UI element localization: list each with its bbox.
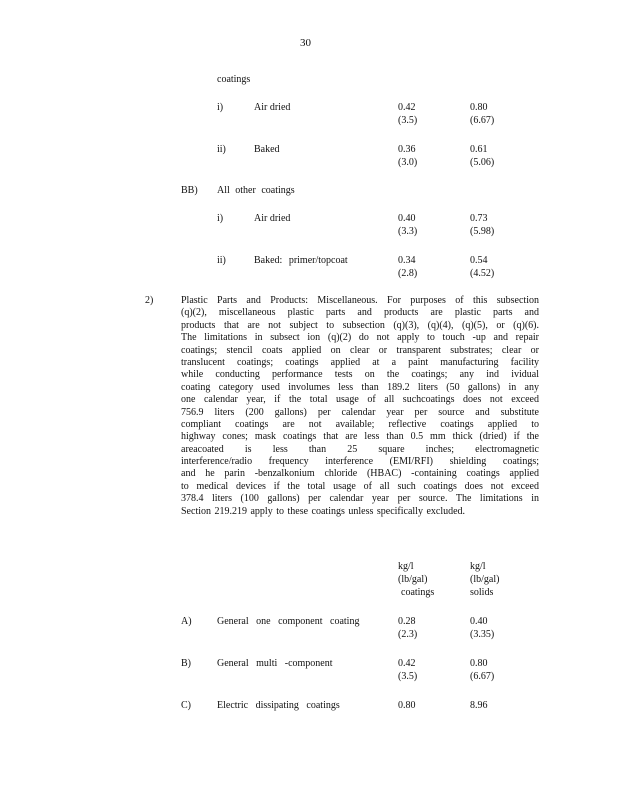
value-coatings: 0.42 xyxy=(398,658,416,669)
value-coatings: 0.80 xyxy=(398,700,416,711)
paragraph-line: coatings; stencil coats applied on clear or transparent substrates; clear or xyxy=(181,344,539,356)
heading-continuation: coatings xyxy=(217,74,251,85)
item-roman: i) xyxy=(217,213,224,224)
section-number: 2) xyxy=(145,295,154,306)
item-letter: A) xyxy=(181,616,192,627)
paragraph-line: highway cones; mask coatings that are less than 0.5 mm thick (dried) if the xyxy=(181,431,539,443)
paragraph-line: areacoated is less than 25 square inches; electromagnetic xyxy=(181,443,539,455)
value-solids: 0.80 xyxy=(470,658,488,669)
section-letter: BB) xyxy=(181,185,198,196)
page-number: 30 xyxy=(300,37,311,49)
item-roman: ii) xyxy=(217,255,226,266)
item-label: General one component coating xyxy=(217,616,360,627)
value-coatings-lb: (3.5) xyxy=(398,671,418,682)
item-label: Baked xyxy=(254,144,280,155)
paragraph-line: (q)(2), miscellaneous plastic parts and products are plastic parts and xyxy=(181,307,539,319)
value-solids-lb: (4.52) xyxy=(470,268,495,279)
item-label: General multi -component xyxy=(217,658,333,669)
paragraph-line: Section 219.219 apply to these coatings unless specifically excluded. xyxy=(181,505,466,517)
paragraph-line: Plastic Parts and Products: Miscellaneous. For purposes of this subsection xyxy=(181,295,539,306)
value-coatings: 0.28 xyxy=(398,616,416,627)
paragraph-line: interference/radio frequency interference (EMI/RFI) shielding coatings; xyxy=(181,456,539,468)
item-letter: B) xyxy=(181,658,191,669)
units-solids-lbgal: (lb/gal) xyxy=(470,574,500,585)
paragraph-line: one calendar year, if the total usage of all suchcoatings does not exceed xyxy=(181,394,539,406)
value-coatings: 0.34 xyxy=(398,255,416,266)
value-solids-lb: (5.06) xyxy=(470,157,495,168)
units-coatings-lbgal: (lb/gal) xyxy=(398,574,428,585)
value-coatings-lb: (3.3) xyxy=(398,226,418,237)
value-coatings-lb: (3.0) xyxy=(398,157,418,168)
paragraph-line: 756.9 liters (200 gallons) per calendar year per source and substitute xyxy=(181,406,539,418)
item-label: Electric dissipating coatings xyxy=(217,700,340,711)
value-solids: 0.80 xyxy=(470,102,488,113)
paragraph-line: to medical devices if the total usage of all such coatings does not exceed xyxy=(181,480,539,492)
value-coatings-lb: (3.5) xyxy=(398,115,418,126)
section-heading: All other coatings xyxy=(217,185,295,196)
paragraph-line: and he parin -benzalkonium chloride (HBAC) -containing coatings applied xyxy=(181,468,539,480)
value-solids-lb: (5.98) xyxy=(470,226,495,237)
value-solids: 8.96 xyxy=(470,700,488,711)
units-coatings-kgl: kg/l xyxy=(398,561,414,572)
units-solids-label: solids xyxy=(470,587,494,598)
value-coatings: 0.40 xyxy=(398,213,416,224)
paragraph-line: while conducting performance tests on the coatings; any ind ividual xyxy=(181,369,539,381)
item-label: Air dried xyxy=(254,102,291,113)
item-roman: ii) xyxy=(217,144,226,155)
paragraph-line: translucent coatings; coatings applied at a paint manufacturing facility xyxy=(181,356,539,368)
value-solids: 0.40 xyxy=(470,616,488,627)
paragraph-line: products that are not subject to subsection (q)(3), (q)(4), (q)(5), or (q)(6). xyxy=(181,319,539,331)
value-solids-lb: (3.35) xyxy=(470,629,495,640)
paragraph-line: compliant coatings are not available; reflective coatings applied to xyxy=(181,418,539,430)
paragraph-line: The limitations in subsect ion (q)(2) do not apply to touch -up and repair xyxy=(181,332,539,344)
paragraph-line: 378.4 liters (100 gallons) per calendar year per source. The limitations in xyxy=(181,493,539,505)
value-coatings: 0.42 xyxy=(398,102,416,113)
value-solids: 0.73 xyxy=(470,213,488,224)
section-paragraph xyxy=(181,295,539,518)
value-coatings-lb: (2.3) xyxy=(398,629,418,640)
value-solids-lb: (6.67) xyxy=(470,115,495,126)
value-coatings-lb: (2.8) xyxy=(398,268,418,279)
value-solids-lb: (6.67) xyxy=(470,671,495,682)
item-roman: i) xyxy=(217,102,224,113)
item-label: Baked: primer/topcoat xyxy=(254,255,348,266)
paragraph-line: coating category used involumes less than 189.2 liters (50 gallons) in any xyxy=(181,381,539,393)
value-coatings: 0.36 xyxy=(398,144,416,155)
value-solids: 0.61 xyxy=(470,144,488,155)
units-coatings-label: coatings xyxy=(401,587,435,598)
value-solids: 0.54 xyxy=(470,255,488,266)
item-letter: C) xyxy=(181,700,191,711)
item-label: Air dried xyxy=(254,213,291,224)
units-solids-kgl: kg/l xyxy=(470,561,486,572)
